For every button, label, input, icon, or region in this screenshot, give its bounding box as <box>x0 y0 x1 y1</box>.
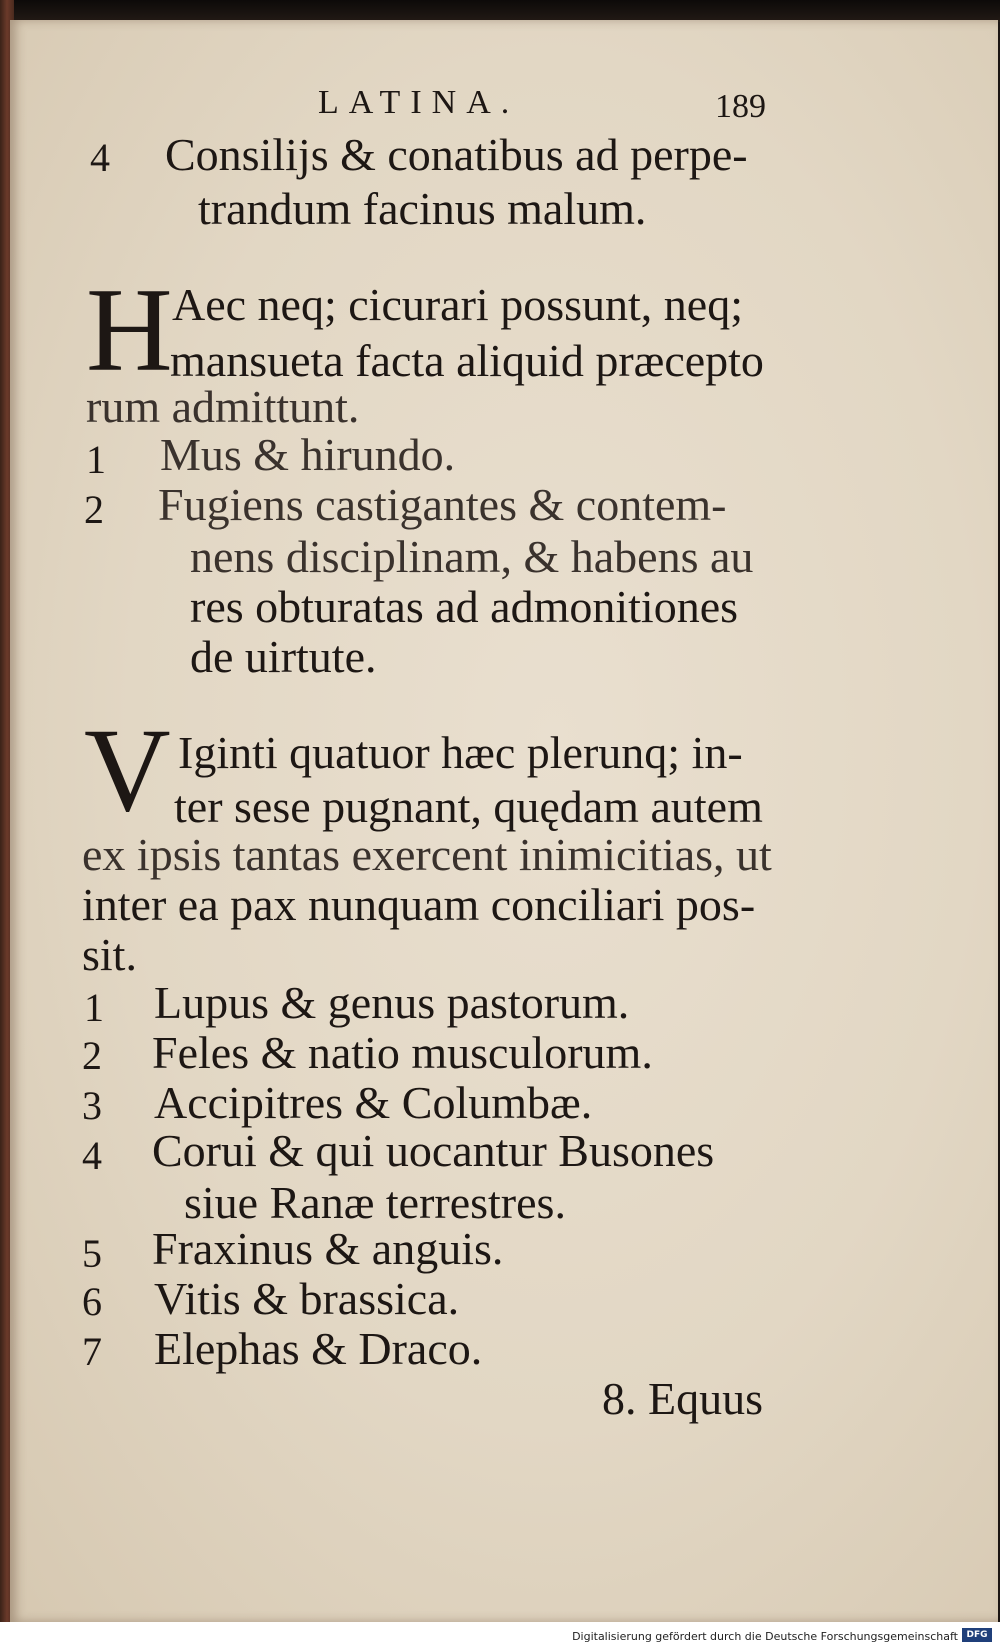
text-line: Lupus & genus pastorum. <box>154 977 630 1028</box>
text-line: Mus & hirundo. <box>160 429 456 480</box>
text-line: Fugiens castigantes & contem- <box>158 479 727 530</box>
text-line: mansueta facta aliquid præcepto <box>170 335 764 386</box>
page-number: 189 <box>715 88 766 125</box>
text-line: nens disciplinam, & habens au <box>190 531 754 582</box>
item-number: 4 <box>90 135 110 180</box>
text-line: Accipitres & Columbæ. <box>154 1077 593 1128</box>
dfg-logo: DFG <box>962 1628 992 1642</box>
text-line: res obturatas ad admonitiones <box>190 581 739 632</box>
item-number: 4 <box>82 1133 102 1178</box>
text-line: rum admittunt. <box>86 381 360 432</box>
item-number: 3 <box>82 1083 102 1128</box>
text-line: de uirtute. <box>190 631 377 682</box>
item-number: 2 <box>84 487 104 532</box>
item-number: 2 <box>82 1033 102 1078</box>
item-number: 7 <box>82 1329 102 1374</box>
text-line: Fraxinus & anguis. <box>152 1223 504 1274</box>
item-number: 6 <box>82 1279 102 1324</box>
catchword: 8. Equus <box>602 1373 763 1424</box>
item-number: 1 <box>84 985 104 1030</box>
text-line: siue Ranæ terrestres. <box>184 1177 566 1228</box>
item-number: 5 <box>82 1231 102 1276</box>
text-line: Elephas & Draco. <box>154 1323 483 1374</box>
running-title: LATINA. <box>318 84 520 121</box>
text-line: ter sese pugnant, quędam autem <box>174 781 763 832</box>
text-line: Vitis & brassica. <box>154 1273 460 1324</box>
text-line: inter ea pax nunquam conciliari pos- <box>82 879 756 930</box>
text-line: ex ipsis tantas exercent inimicitias, ut <box>82 829 772 880</box>
scan-top-edge <box>0 0 1000 22</box>
text-line: Feles & natio musculorum. <box>152 1027 653 1078</box>
text-line: Iginti quatuor hæc plerunq; in- <box>178 727 743 778</box>
item-number: 1 <box>86 437 106 482</box>
funding-credit: Digitalisierung gefördert durch die Deutsche Forschungsgemeinschaft <box>572 1630 958 1643</box>
text-line: sit. <box>82 929 137 980</box>
text-line: Aec neq; cicurari possunt, neq; <box>172 279 743 330</box>
text-line: Consilijs & conatibus ad perpe- <box>165 129 748 180</box>
text-line: Corui & qui uocantur Busones <box>152 1125 715 1176</box>
drop-cap-initial: H <box>86 263 173 396</box>
text-line: trandum facinus malum. <box>198 183 647 234</box>
book-page <box>10 20 998 1622</box>
drop-cap-initial: V <box>84 703 171 836</box>
